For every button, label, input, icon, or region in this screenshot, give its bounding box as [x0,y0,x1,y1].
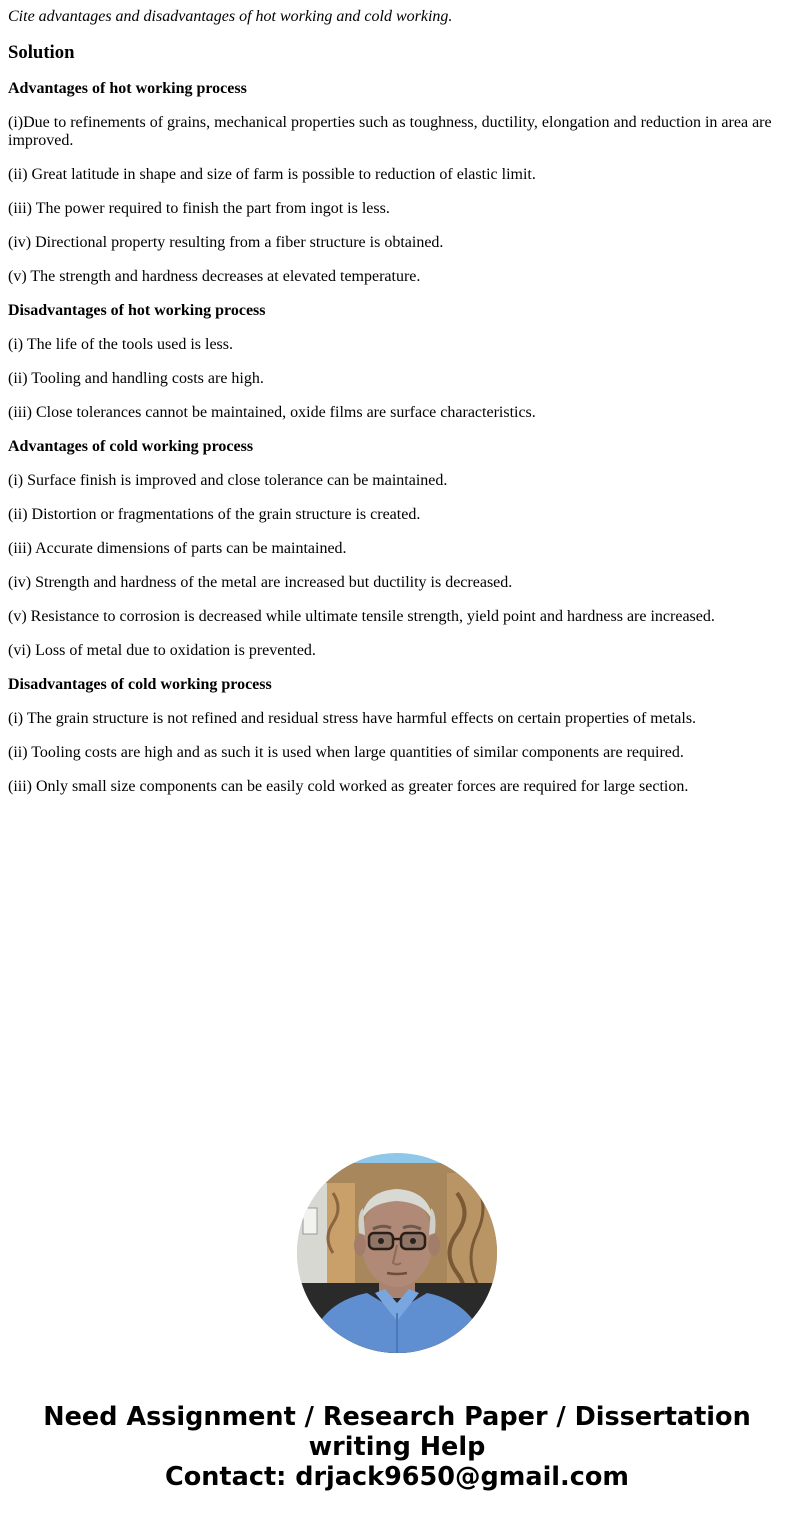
solution-title: Solution [8,42,75,63]
question-text: Cite advantages and disadvantages of hot working and cold working. [8,8,453,25]
list-item: (ii) Great latitude in shape and size of farm is possible to reduction of elastic limit. [8,166,536,183]
list-item: (iii) Only small size components can be easily cold worked as greater forces are required for large section. [8,778,689,795]
footer-contact-banner [0,1402,794,1492]
list-item: (i) The grain structure is not refined and residual stress have harmful effects on certain properties of metals. [8,710,697,727]
list-item: (iv) Directional property resulting from a fiber structure is obtained. [8,234,444,251]
list-item: (iv) Strength and hardness of the metal are increased but ductility is decreased. [8,574,513,591]
footer-line-2: writing Help [308,1432,486,1462]
footer-contact-email: Contact: drjack9650@gmail.com [165,1462,629,1492]
footer-line-1: Need Assignment / Research Paper / Dissertation [43,1402,751,1432]
author-avatar [297,1153,497,1353]
section-heading-hot-disadvantages: Disadvantages of hot working process [8,302,266,319]
list-item: (ii) Tooling costs are high and as such it is used when large quantities of similar components are required. [8,744,684,761]
list-item: (i) Surface finish is improved and close tolerance can be maintained. [8,472,448,489]
list-item: (v) The strength and hardness decreases at elevated temperature. [8,268,421,285]
list-item: (i) The life of the tools used is less. [8,336,233,353]
list-item: (vi) Loss of metal due to oxidation is prevented. [8,642,316,659]
section-heading-cold-advantages: Advantages of cold working process [8,438,254,455]
list-item: (i)Due to refinements of grains, mechanical properties such as toughness, ductility, elongation and reduction in area are improved. [8,114,772,149]
author-portrait-image [297,1153,497,1353]
document-body [8,0,786,796]
list-item: (ii) Tooling and handling costs are high. [8,370,264,387]
list-item: (iii) The power required to finish the part from ingot is less. [8,200,390,217]
section-heading-hot-advantages: Advantages of hot working process [8,80,247,97]
list-item: (iii) Accurate dimensions of parts can be maintained. [8,540,347,557]
list-item: (ii) Distortion or fragmentations of the grain structure is created. [8,506,421,523]
list-item: (iii) Close tolerances cannot be maintained, oxide films are surface characteristics. [8,404,536,421]
section-heading-cold-disadvantages: Disadvantages of cold working process [8,676,272,693]
list-item: (v) Resistance to corrosion is decreased while ultimate tensile strength, yield point and hardness are increased. [8,608,715,625]
